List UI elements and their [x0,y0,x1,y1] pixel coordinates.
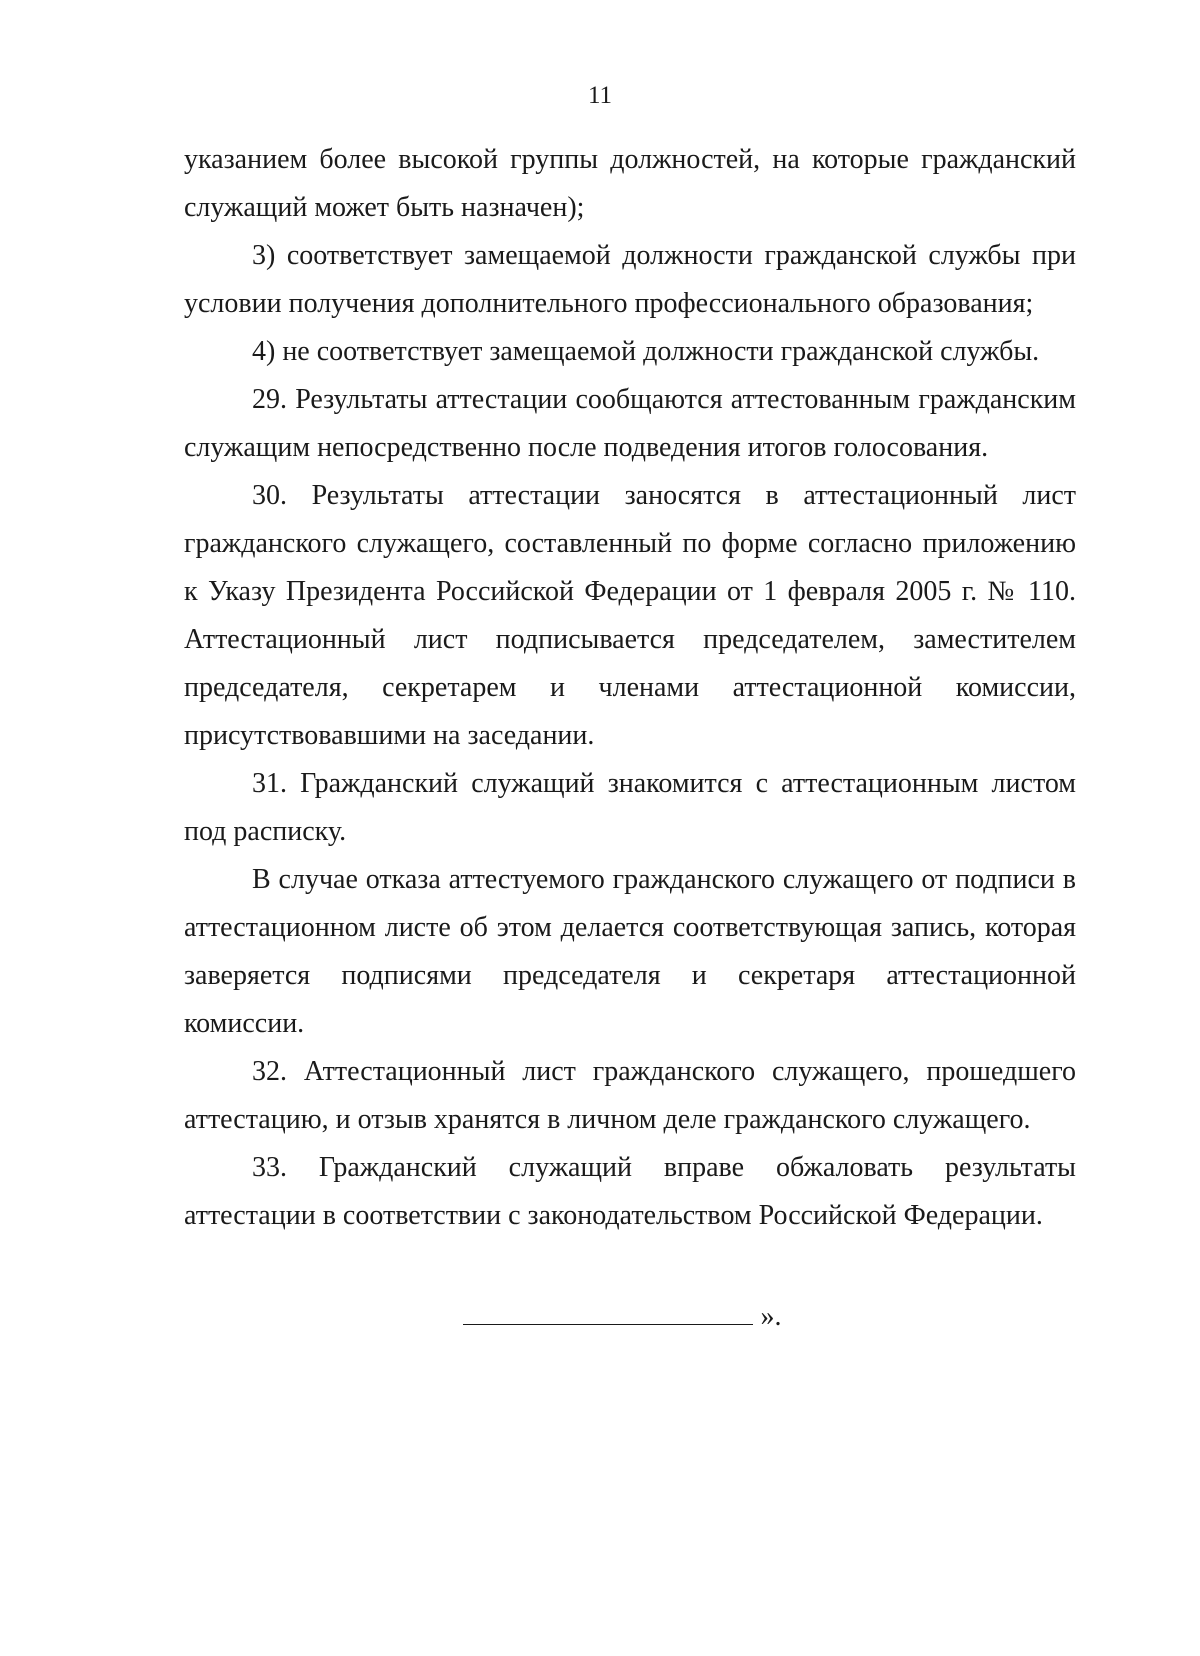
paragraph-item-3: 3) соответствует замещаемой должности гражданской службы при условии получения дополнительного профессионального образования; [184,240,1076,319]
page-number: 11 [587,82,613,109]
paragraph-29: 29. Результаты аттестации сообщаются аттестованным гражданским служащим непосредственно после подведения итогов голосования. [184,384,1076,463]
paragraph-31-refusal: В случае отказа аттестуемого гражданского служащего от подписи в аттестационном листе об этом делается соответствующая запись, которая заверяется подписями председателя и секретаря аттестационной комиссии. [184,864,1076,1039]
paragraph-continuation: указанием более высокой группы должностей, на которые гражданский служащий может быть назначен); [184,144,1076,223]
paragraph-item-4: 4) не соответствует замещаемой должности гражданской службы. [252,336,1040,367]
paragraph-32: 32. Аттестационный лист гражданского служащего, прошедшего аттестацию, и отзыв хранятся в личном деле гражданского служащего. [184,1056,1076,1135]
closing-quote-mark: ». [760,1301,782,1332]
closing-underline [463,1304,753,1325]
paragraph-31: 31. Гражданский служащий знакомится с аттестационным листом под расписку. [184,768,1076,847]
document-closing [0,1300,1200,1334]
paragraph-30: 30. Результаты аттестации заносятся в аттестационный лист гражданского служащего, составленный по форме согласно приложению к Указу Президента Российской Федерации от 1 февраля 2005 г. № 110. Аттестационный лист подписывается председателем, заместителем председателя, секретарем и членами аттестационной комиссии, присутствовавшими на заседании. [184,480,1076,751]
paragraph-33: 33. Гражданский служащий вправе обжаловать результаты аттестации в соответствии с законодательством Российской Федерации. [184,1152,1076,1231]
document-body [184,136,1076,1240]
